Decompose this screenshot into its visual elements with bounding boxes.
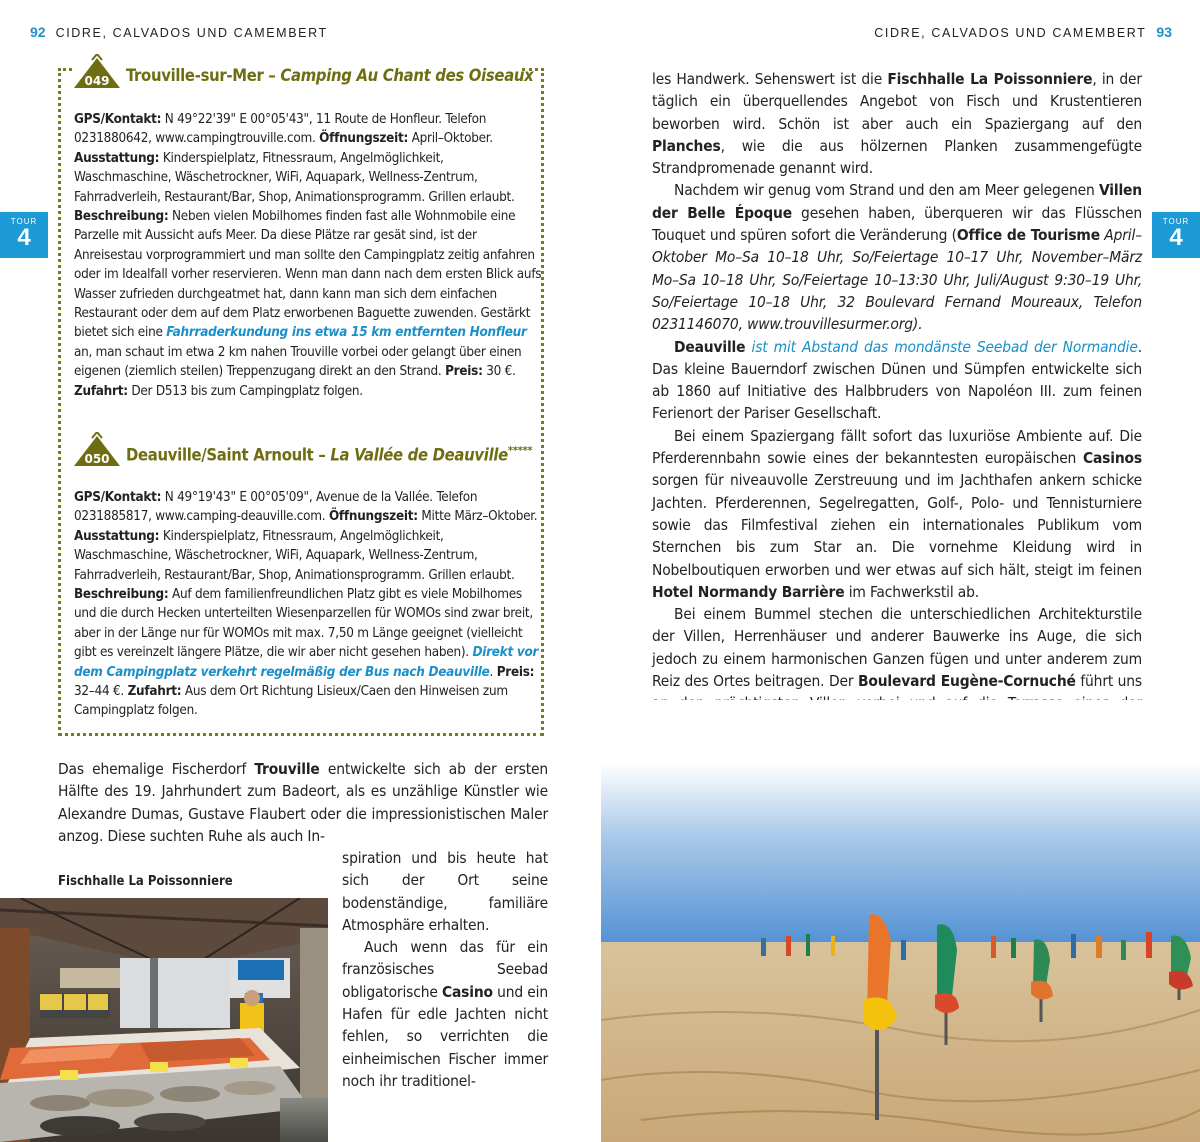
tent-icon	[74, 432, 120, 466]
body-text: Das ehemalige Fischerdorf	[58, 760, 255, 778]
body-bold: Casinos	[1082, 449, 1142, 468]
gps-text: N 49°19'43" E 00°05'09", Avenue de la Vallée. Telefon 0231885817, www.camping-deauville.com.	[74, 490, 478, 525]
body-bold: Fischhalle La Poissonniere	[887, 70, 1093, 88]
body-text: spiration und bis heute hat sich der Ort seine bodenständige, familiäre Atmosphäre erhalten.	[342, 849, 548, 934]
price-label: Preis:	[496, 664, 535, 680]
campsite-title: Trouville-sur-Mer – Camping Au Chant des Oiseaux	[126, 66, 534, 85]
description-label: Beschreibung:	[74, 587, 169, 603]
body-bold: Deauville	[674, 337, 746, 356]
running-title-right: CIDRE, CALVADOS UND CAMEMBERT	[874, 26, 1147, 40]
access-label: Zufahrt:	[74, 383, 128, 399]
equipment-text: Kinderspielplatz, Fitnessraum, Angelmöglichkeit, Waschmaschine, Wäschetrockner, WiFi, Aquapark, Wellness-Zentrum, Fahrradverleih, Restaurant/Bar, Shop, Animationsprogramm. Grillen erlaubt.	[74, 150, 515, 205]
body-bold: Hotel Normandy Barrière	[652, 582, 845, 601]
body-paragraph	[652, 336, 1142, 425]
tour-tab-right	[1152, 212, 1200, 258]
campsite-number: 049	[84, 74, 110, 88]
body-paragraph	[652, 425, 1142, 603]
campsite-name: La Vallée de Deauville	[330, 445, 508, 465]
body-text: im Fachwerkstil ab.	[844, 582, 979, 601]
opening-text: April–Oktober.	[408, 131, 493, 147]
tour-tab-number: 4	[1169, 224, 1183, 251]
body-text: entwickelte sich ab der ersten Hälfte des 19. Jahrhundert zum Badeort, als es unzählige Künstler wie Alexandre Dumas, Gustave Flaubert oder die impressionistischen Maler anzog. Diese suchten Ruhe als auch In-	[58, 760, 548, 845]
equipment-label: Ausstattung:	[74, 150, 160, 166]
tour-tab-left	[0, 212, 48, 258]
body-text: . Das kleine Bauerndorf zwischen Dünen und Sümpfen entwickelte sich ab 1860 auf Initiative des Halbbruders von Napoléon III. zum feinen Ferienort der Pariser Gesellschaft.	[652, 337, 1142, 423]
body-text: Auch wenn das für ein französisches Seebad obligatorische	[342, 938, 548, 1001]
body-text: führt uns	[1080, 672, 1142, 691]
tent-icon	[74, 54, 120, 88]
tour-tab-label: TOUR	[1162, 217, 1190, 226]
box-border-top	[58, 68, 72, 71]
running-head-right	[874, 24, 1172, 40]
price-label: Preis:	[445, 364, 483, 380]
campsite-name: Camping Au Chant des Oiseaux	[280, 66, 534, 85]
description-highlight: Direkt vor dem Campingplatz verkehrt regelmäßig der Bus nach Deauville	[74, 645, 539, 680]
campsite-body	[74, 488, 544, 721]
description-label: Beschreibung:	[74, 209, 169, 225]
access-label: Zufahrt:	[127, 684, 182, 700]
campsite-stars: *****	[507, 444, 533, 457]
beach-umbrellas-photo	[601, 700, 1200, 1142]
campsite-body	[74, 110, 544, 401]
campsite-place: Deauville/Saint Arnoult	[126, 445, 314, 465]
body-bold: Villen der Belle Époque	[652, 181, 1142, 222]
opening-text: Mitte März–Oktober.	[417, 509, 538, 525]
body-bold: Office de Tourisme	[956, 226, 1100, 245]
campsite-place: Trouville-sur-Mer	[126, 66, 264, 85]
body-text: Nachdem wir genug vom Strand und den am Meer gelegenen	[674, 181, 1099, 200]
gps-label: GPS/Kontakt:	[74, 112, 162, 127]
body-italic: April–Oktober Mo–Sa 10–18 Uhr, So/Feiertage 10–17 Uhr, November–März Mo–Sa 10–18 Uhr, So/Feiertage 10–13:30 Uhr, Juli/August 9:30–19 Uhr, So/Feiertage 10–18 Uhr, 32 Boulevard Fernand Moureaux, Telefon 0231146070, www.trouvillesurmer.org).	[652, 226, 1142, 334]
body-text: les Handwerk. Sehenswert ist die	[652, 70, 888, 88]
body-text: , in der täglich ein überquellendes Angebot von Fisch und Krustentieren beworben wird. Schön ist aber auch ein Spaziergang auf den	[652, 70, 1142, 133]
body-bold: Casino	[441, 982, 493, 1001]
body-paragraph	[342, 847, 548, 936]
fish-market-photo	[0, 898, 328, 1142]
body-paragraph	[652, 68, 1142, 179]
body-bold: Planches	[652, 136, 721, 155]
body-highlight: ist mit Abstand das mondänste Seebad der Normandie	[745, 337, 1138, 356]
right-body-column	[652, 68, 1142, 782]
body-text: gesehen haben, überqueren wir das Flüsschen Touquet und spüren sofort die Veränderung (	[652, 203, 1142, 245]
running-title-left: CIDRE, CALVADOS UND CAMEMBERT	[55, 26, 328, 40]
price-text: 30 €.	[482, 364, 516, 380]
price-text: 32–44 €.	[74, 684, 128, 700]
body-paragraph	[652, 179, 1142, 335]
fish-market-illustration	[0, 898, 328, 1142]
page-number-right: 93	[1156, 24, 1172, 40]
equipment-label: Ausstattung:	[74, 528, 160, 544]
left-body-paragraph	[58, 758, 548, 847]
tour-tab-number: 4	[17, 224, 31, 251]
opening-label: Öffnungszeit:	[319, 131, 409, 147]
description-highlight: Fahrraderkundung ins etwa 15 km entfernten Honfleur	[166, 325, 527, 341]
description-text: .	[489, 664, 497, 680]
body-text: Bei einem Spaziergang fällt sofort das luxuriöse Ambiente auf. Die Pferderennbahn sowie eines der bekanntesten europäischen	[652, 426, 1142, 468]
page-number-left: 92	[30, 24, 46, 40]
opening-label: Öffnungszeit:	[328, 509, 418, 525]
campsite-title: Deauville/Saint Arnoult – La Vallée de Deauville*****	[126, 444, 533, 465]
photo-caption: Fischhalle La Poissonniere	[58, 874, 233, 889]
access-text: Der D513 bis zum Campingplatz folgen.	[127, 383, 363, 399]
access-text: Aus dem Ort Richtung Lisieux/Caen den Hinweisen zum Campingplatz folgen.	[74, 684, 508, 719]
running-head-left	[30, 24, 328, 40]
equipment-text: Kinderspielplatz, Fitnessraum, Angelmöglichkeit, Waschmaschine, Wäschetrockner, WiFi, Aquapark, Wellness-Zentrum, Fahrradverleih, Restaurant/Bar, Shop, Animationsprogramm. Grillen erlaubt.	[74, 528, 515, 583]
body-text: sorgen für niveauvolle Zerstreuung und im Jachthafen ankern schicke Jachten. Pferderennen, Segelregatten, Golf-, Polo- und Tennisturniere sowie das Filmfestival ziehen ein internationales Publikum vom Sternchen bis zum Star an. Die vornehme Kleidung wird in Nobelboutiquen erworben und wer etwas auf sich hält, steigt im feinen	[652, 471, 1142, 579]
beach-illustration	[601, 700, 1200, 1142]
body-text: Bei einem Bummel stechen die unterschiedlichen Architekturstile der Villen, Herrenhäuser und anderer Bauwerke ins Auge, die sich jedoch zu einem harmonischen Ganzen fügen und unter anderem zum Reiz des Ortes beitragen. Der	[652, 605, 1142, 691]
left-body-narrow-column	[342, 847, 548, 1092]
description-text: an, man schaut im etwa 2 km nahen Trouville vorbei oder gelangt über einen eigenen (ziemlich steilen) Treppenzugang direkt an den Strand.	[74, 344, 522, 380]
gps-text: N 49°22'39" E 00°05'43", 11 Route de Honfleur. Telefon 0231880642, www.campingtrouville.com.	[74, 112, 487, 147]
body-text: und ein Hafen für edle Jachten nicht fehlen, so verrichten die einheimischen Fischer immer noch ihr traditionel-	[342, 982, 549, 1090]
body-bold: Boulevard Eugène-Cornuché	[857, 672, 1076, 691]
body-paragraph	[342, 936, 548, 1092]
description-text: Neben vielen Mobilhomes finden fast alle Wohnmobile eine Parzelle mit Aussicht aufs Meer. Da diese Plätze rar gesät sind, ist der Anreisestau vorprogrammiert und man sollte den Campingplatz zeitig anfahren oder im Idealfall vorher reservieren. Wenn man dann nach dem ersten Blick aufs Wasser zufrieden durchgeatmet hat, dann kann man sich dem einfachen Restaurant oder dem auf dem Platz erworbenen Baguette zuwenden. Gestärkt bietet sich eine	[74, 209, 542, 341]
gps-label: GPS/Kontakt:	[74, 490, 162, 505]
body-text: , wie die aus hölzernen Planken zusammengefügte Strandpromenade genannt wird.	[652, 136, 1142, 178]
tour-tab-label: TOUR	[10, 217, 38, 226]
campsite-number: 050	[84, 452, 110, 466]
description-text: Auf dem familienfreundlichen Platz gibt es viele Mobilhomes und die durch Hecken unterteilten Wiesenparzellen für WOMOs sind zwar breit, aber in der Länge nur für WOMOs mit max. 7,50 m Länge geeignet (vielleicht gibt es vereinzelt längere Plätze, die wir aber nicht gesehen haben).	[74, 587, 533, 661]
body-bold: Trouville	[254, 760, 320, 778]
